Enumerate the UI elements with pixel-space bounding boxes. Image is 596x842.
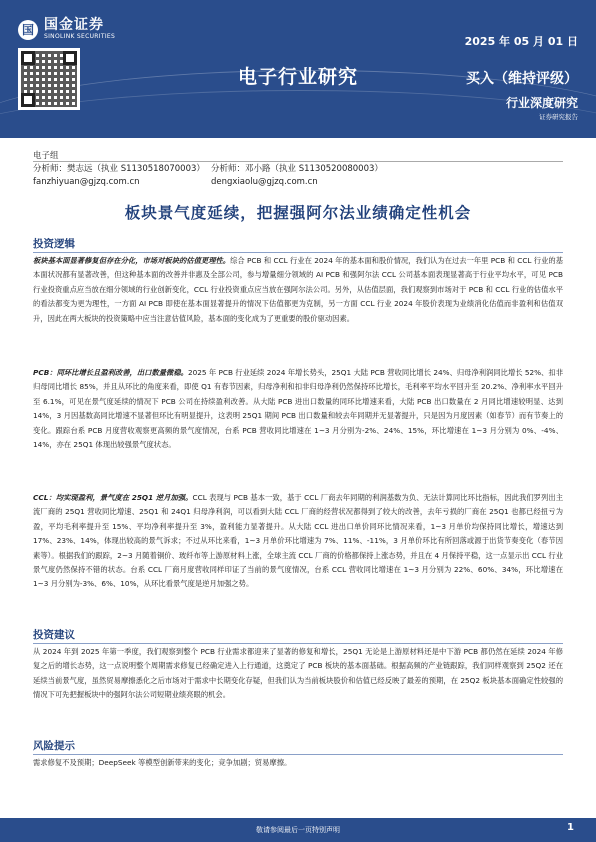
page-number: 1 [567, 822, 574, 833]
paragraph-logic-3 [33, 491, 563, 592]
paragraph-logic-2 [33, 366, 563, 452]
paragraph-body: 综合 PCB 和 CCL 行业在 2024 年的基本面和股价情况，我们认为在过去一年里 PCB 和 CCL 行业的基本面状况都有显著改善，但这种基本面的改善并非惠及全部公司，参与增量细分领域的 AI PCB 和强阿尔法 CCL 公司基本面表现显著高于行业平均水平，可见 PCB 行业投资重点应当放在细分领域的行业创新变化，CCL 行业投资重点应当放在强阿尔法公司。另外，从估值层面，我们观察到市场对于 PCB 和 CCL 行业的估值水平的看法都变为更为理性，一方面 AI PCB 即使在基本面显著提升的情况下估值都更为克制，另一方面 CCL 行业 2024 年股价表现为业绩消化估值而非盈利和估值双升，因此在两大板块的投资策略中应当注意估值风险，基本面的变化成为了更重要的股价驱动因素。 [33, 256, 564, 323]
paragraph-body: 2025 年 PCB 行业延续 2024 年增长势头，25Q1 大陆 PCB 营收同比增长 24%、归母净利润同比增长 52%、扣非归母同比增长 85%，并且从环比的角度来看，即使 Q1 有春节因素，归母净利和扣非归母净利仍然保持环比增长，毛利率平均水平回升至 20.2%、净利率水平回升至 6.1%，可见在景气度延续的情况下 PCB 公司在持续盈利改善。从大陆 PCB 进出口数量的同环比增速来看，大陆 PCB 出口数量在 2 月同比增速较明显、达到 14%，3 月因基数高同比增速不显著但环比有明显提升，这表明 25Q1 期间 PCB 出口数量和较去年同期并无显著提升，只是因为月度因素（如春节）而有节奏上的变化。跟踪台系 PCB 月度营收观察更高频的景气度情况，台系 PCB 营收同比增速在 1~3 月分别为-2%、24%、15%，环比增速在 1~3 月分别为 0%、-4%、14%，亦在 25Q1 体现出较强景气度状态。 [33, 368, 563, 450]
analyst-2: 分析师：邓小路（执业 S1130520080003） [211, 164, 383, 174]
analyst-info [33, 150, 383, 189]
section-title-advice: 投资建议 [33, 629, 75, 641]
divider [33, 161, 563, 162]
analyst-group: 电子组 [33, 151, 59, 161]
analyst-2-email[interactable]: dengxiaolu@gjzq.com.cn [211, 177, 318, 187]
analyst-1-email[interactable]: fanzhiyuan@gjzq.com.cn [33, 177, 140, 187]
paragraph-body: 从 2024 年到 2025 年第一季度，我们观察到整个 PCB 行业需求都迎来了显著的修复和增长，25Q1 无论是上游原材料还是中下游 PCB 都仍然在延续 2024 年修复之后的增长态势，这一点说明整个周期需求修复已经确定进入上行通道，这奠定了 PCB 板块的基本面基础。根据高频的产业链跟踪，我们同样观察到 25Q2 还在延续当前景气度，虽然贸易摩擦悉化之后市场对于需求中长期变化存疑，但我们认为当前板块股价和估值已经反映了最差的预期，在 25Q2 板块基本面确定性较强的情况下可先把握板块中的强阿尔法公司短期业绩亮眼的机会。 [33, 647, 563, 700]
report-header [0, 0, 596, 138]
section-title-logic: 投资逻辑 [33, 238, 75, 250]
logo-name-cn: 国金证券 [44, 17, 104, 33]
logo-name-en: SINOLINK SECURITIES [44, 33, 116, 40]
rating-badge: 买入（维持评级） [466, 71, 578, 87]
paragraph-logic-1 [33, 254, 563, 326]
footer-disclaimer: 敬请参阅最后一页特别声明 [256, 826, 340, 834]
industry-title: 电子行业研究 [237, 66, 358, 88]
paragraph-lead: PCB：同环比增长且盈利改善，出口数量微稳。 [33, 368, 188, 377]
report-category: 证券研究报告 [539, 113, 578, 121]
report-date: 2025 年 05 月 01 日 [464, 35, 578, 48]
section-title-risk: 风险提示 [33, 740, 75, 752]
logo-mark-icon: 国 [18, 20, 38, 40]
paragraph-risk [33, 756, 563, 770]
report-title: 板块景气度延续，把握强阿尔法业绩确定性机会 [124, 204, 472, 222]
paragraph-lead: CCL：均实现盈利，景气度在 25Q1 逆月加强。 [33, 493, 193, 502]
divider [33, 252, 563, 253]
divider [33, 754, 563, 755]
paragraph-advice [33, 645, 563, 703]
divider [33, 643, 563, 644]
company-logo [18, 18, 115, 41]
paragraph-body: 需求修复不及预期；DeepSeek 等模型创新带来的变化；竞争加剧；贸易摩擦。 [33, 758, 292, 767]
analyst-1: 分析师：樊志远（执业 S1130518070003） [33, 164, 205, 174]
paragraph-body: CCL 表现与 PCB 基本一致，基于 CCL 厂商去年同期的利润基数为负、无法计算同比环比指标，因此我们罗列出主流厂商的 25Q1 营收同比增速、25Q1 和 24Q1 归母净利润，可以看到大陆 CCL 厂商的经营状况都得到了较大的改善，去年亏损的厂商在 25Q1 也都已经扭亏为盈，平均毛利率提升至 15%、平均净利率提升至 3%，盈利能力显著提升。从大陆 CCL 进出口单价同环比情况来看，1~3 月单价均保持同比增长，增速达到 17%、23%、14%，体现出较高的景气诉求；不过从环比来看，1~3 月单价环比增速为 7%、11%、-11%，3 月单价环比有所回落或源于出货节奏变化（春节因素等）。根据我们的跟踪，2~3 月随着铜价、玻纤布等上游原材料上涨，全球主流 CCL 厂商的价格都保持上涨态势，并且在 4 月保持平稳，这一点显示出 CCL 行业景气度仍然保持不错的状态。台系 CCL 厂商月度营收同样印证了当前的景气度情况，台系 CCL 营收同比增速在 1~3 月分别为 22%、60%、34%，环比增速在 1~3 月分别为-3%、6%、10%，从环比看景气度是逆月加强之势。 [33, 493, 564, 589]
paragraph-lead: 板块基本面显著修复但存在分化，市场对板块的估值更理性。 [33, 256, 231, 265]
report-type: 行业深度研究 [505, 96, 578, 110]
